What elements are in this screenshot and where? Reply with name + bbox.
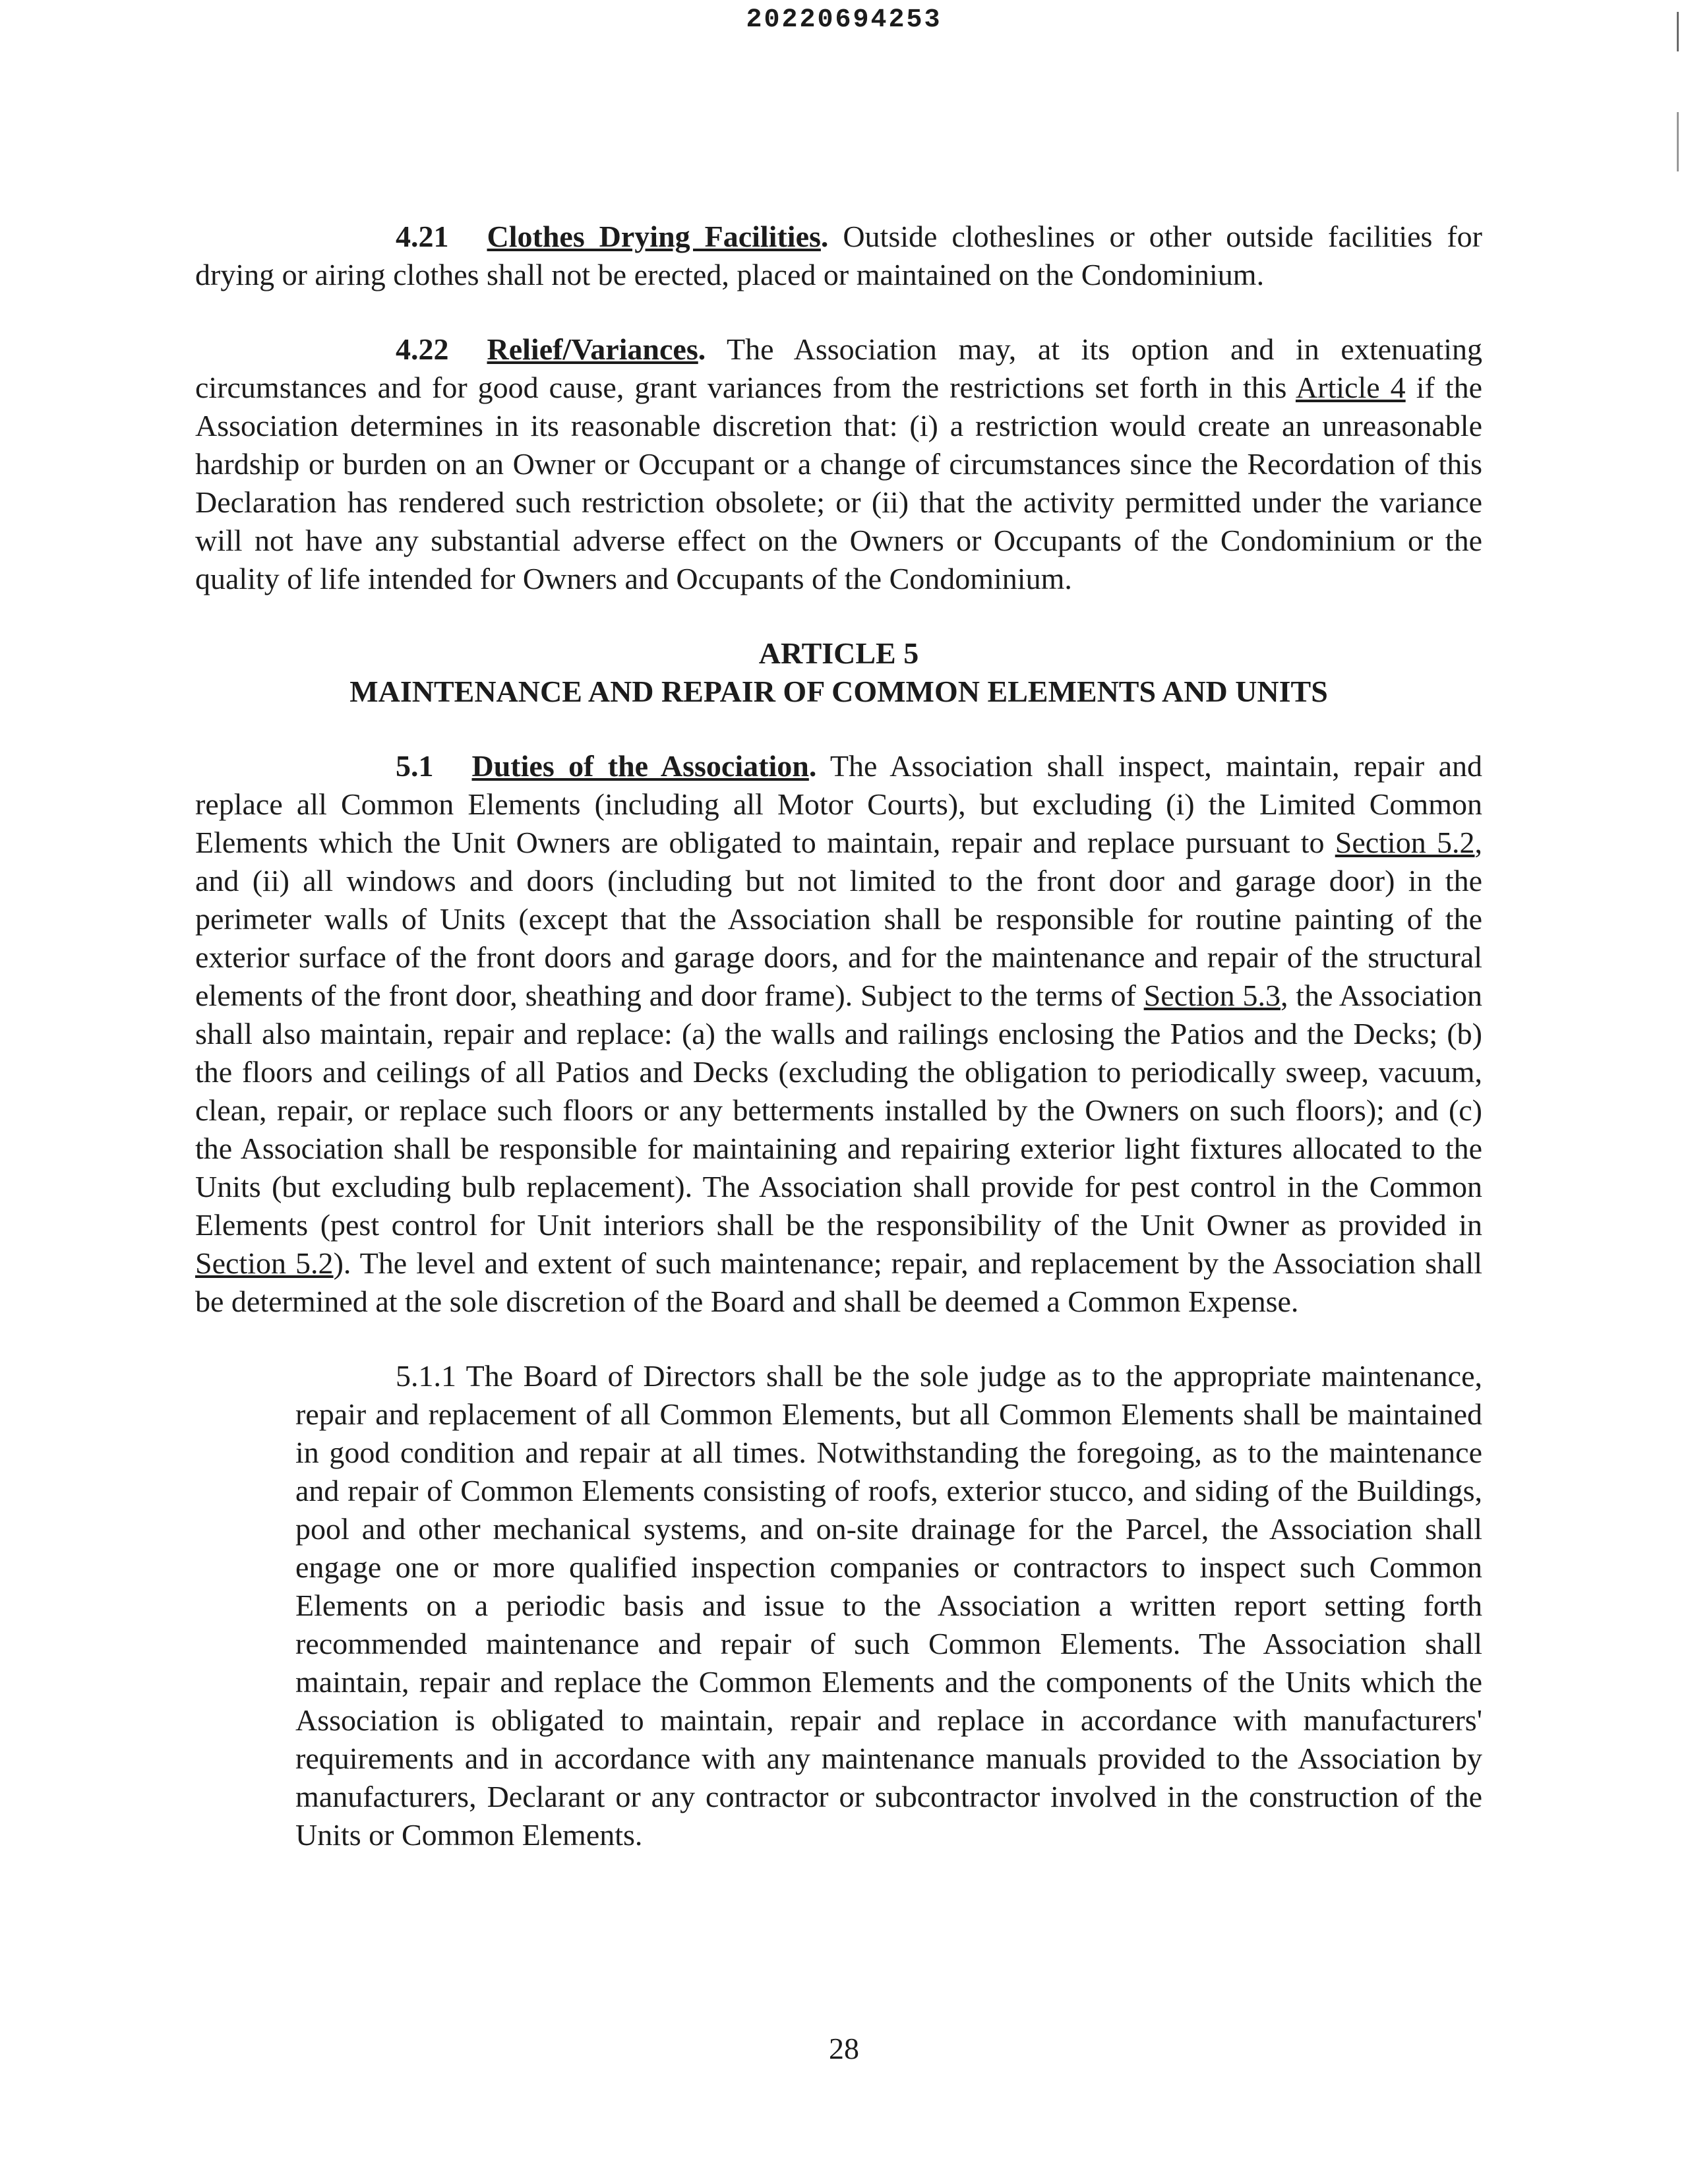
section-text: Outside clotheslines or other outside facilities for drying or airing clothes shall not be erected, placed or maintained on the Condominium.	[195, 220, 1482, 291]
section-title-period: .	[808, 749, 817, 783]
section-text: The Association may, at its option and in extenuating circumstances and for good cause, grant variances from the restrictions set forth in this	[195, 332, 1482, 404]
section-title-period: .	[820, 220, 829, 253]
article-heading	[195, 634, 1482, 711]
section-text: The Association shall inspect, maintain, repair and replace all Common Elements (including all Motor Courts), but excluding (i) the Limited Common Elements which the Unit Owners are obligated to maintain, repair and replace pursuant to	[195, 749, 1482, 859]
section-number: 4.21	[396, 220, 449, 253]
section-5-1	[195, 747, 1482, 1321]
section-text: , the Association shall also maintain, repair and replace: (a) the walls and railings enclosing the Patios and the Decks; (b) the floors and ceilings of all Patios and Decks (excluding the obligation to periodically sweep, vacuum, clean, repair, or replace such floors or any betterments installed by the Owners on such floors); and (c) the Association shall be responsible for maintaining and repairing exterior light fixtures allocated to the Units (but excluding bulb replacement). The Association shall provide for pest control in the Common Elements (pest control for Unit interiors shall be the responsibility of the Unit Owner as provided in	[195, 979, 1482, 1242]
page-body	[195, 218, 1482, 1891]
section-title-period: .	[698, 332, 706, 366]
section-reference: Section 5.3	[1143, 979, 1281, 1012]
section-reference: Section 5.2	[195, 1246, 334, 1280]
section-text: if the Association determines in its reasonable discretion that: (i) a restriction would create an unreasonable hardship or burden on an Owner or Occupant or a change of circumstances since the Recordation of this Declaration has rendered such restriction obsolete; or (ii) that the activity permitted under the variance will not have any substantial adverse effect on the Owners or Occupants of the Condominium or the quality of life intended for Owners and Occupants of the Condominium.	[195, 371, 1483, 595]
article-title: ARTICLE 5	[758, 636, 919, 670]
article-subtitle: MAINTENANCE AND REPAIR OF COMMON ELEMENTS AND UNITS	[349, 675, 1328, 708]
section-title: Clothes Drying Facilities	[487, 220, 821, 253]
section-text: ). The level and extent of such maintenance; repair, and replacement by the Association shall be determined at the sole discretion of the Board and shall be deemed a Common Expense.	[195, 1246, 1482, 1318]
margin-mark	[1677, 12, 1679, 51]
document-number: 20220694253	[746, 5, 942, 35]
section-4-22	[195, 330, 1482, 598]
section-number: 5.1	[396, 749, 434, 783]
article-reference: Article 4	[1295, 371, 1406, 404]
section-4-21	[195, 218, 1482, 294]
section-number: 4.22	[396, 332, 449, 366]
section-title: Relief/Variances	[487, 332, 698, 366]
section-title: Duties of the Association	[471, 749, 809, 783]
section-reference: Section 5.2	[1335, 826, 1475, 859]
subsection-5-1-1: 5.1.1 The Board of Directors shall be the sole judge as to the appropriate maintenance, repair and replacement of all Common Elements, but all Common Elements shall be maintained in good condition and repair at all times. Notwithstanding the foregoing, as to the maintenance and repair of Common Elements consisting of roofs, exterior stucco, and siding of the Buildings, pool and other mechanical systems, and on-site drainage for the Parcel, the Association shall engage one or more qualified inspection companies or contractors to inspect such Common Elements on a periodic basis and issue to the Association a written report setting forth recommended maintenance and repair of such Common Elements. The Association shall maintain, repair and replace the Common Elements and the components of the Units which the Association is obligated to maintain, repair and replace in accordance with manufacturers' requirements and in accordance with any maintenance manuals provided to the Association by manufacturers, Declarant or any contractor or subcontractor involved in the construction of the Units or Common Elements.	[295, 1359, 1482, 1852]
page-number: 28	[829, 2032, 859, 2065]
section-text: , and (ii) all windows and doors (including but not limited to the front door and garage door) in the perimeter walls of Units (except that the Association shall be responsible for routine painting of the exterior surface of the front doors and garage doors, and for the maintenance and repair of the structural elements of the front door, sheathing and door frame). Subject to the terms of	[195, 826, 1482, 1012]
margin-mark-lower	[1677, 112, 1679, 171]
